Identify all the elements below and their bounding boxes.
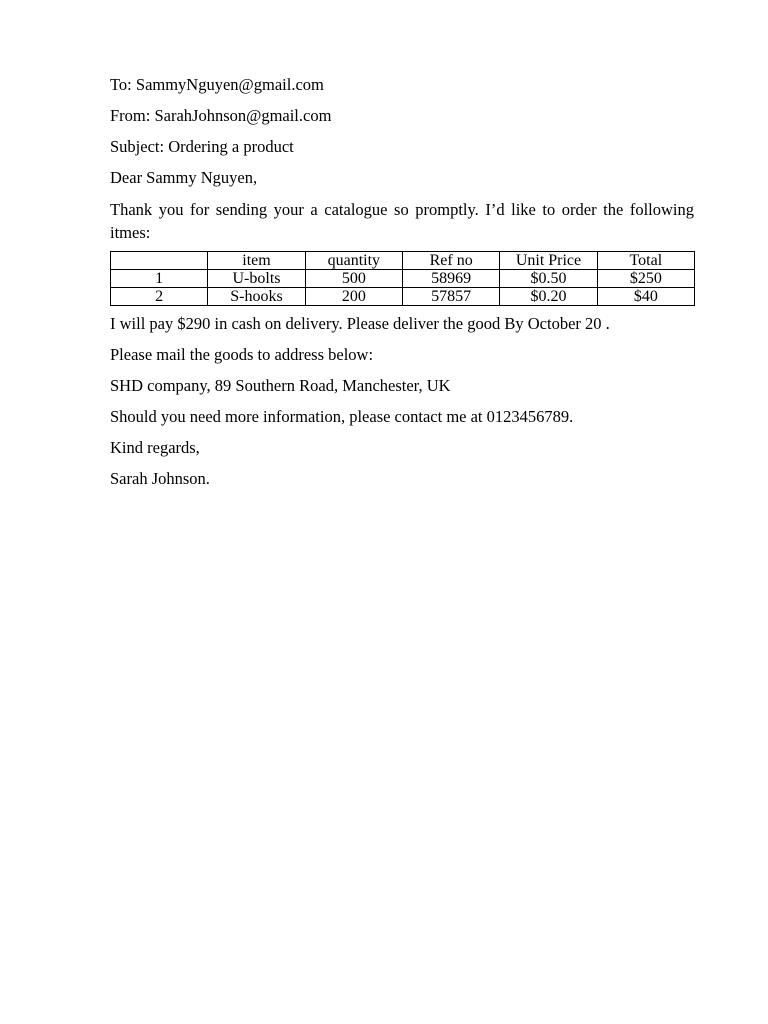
address-line: SHD company, 89 Southern Road, Manchester, UK	[110, 376, 451, 395]
from-line: From: SarahJohnson@gmail.com	[110, 106, 332, 125]
cell-item: S-hooks	[208, 288, 305, 306]
contact-line: Should you need more information, please contact me at 0123456789.	[110, 407, 574, 426]
header-cell-ref-no: Ref no	[402, 252, 499, 270]
intro-paragraph: Thank you for sending your a catalogue so promptly. I’d like to order the following itmes:	[110, 200, 694, 242]
table-header-row	[111, 252, 695, 270]
cell-total: $250	[597, 270, 694, 288]
table-row	[111, 288, 695, 306]
cell-unit-price: $0.20	[500, 288, 597, 306]
table-row	[111, 270, 695, 288]
cell-index: 1	[111, 270, 208, 288]
to-line: To: SammyNguyen@gmail.com	[110, 75, 324, 94]
closing-line: Kind regards,	[110, 438, 200, 457]
header-cell-total: Total	[597, 252, 694, 270]
cell-quantity: 500	[305, 270, 402, 288]
subject-line: Subject: Ordering a product	[110, 137, 294, 156]
cell-ref-no: 58969	[402, 270, 499, 288]
mail-instruction-line: Please mail the goods to address below:	[110, 345, 374, 364]
cell-quantity: 200	[305, 288, 402, 306]
cell-unit-price: $0.50	[500, 270, 597, 288]
letter-document	[110, 74, 694, 499]
greeting: Dear Sammy Nguyen,	[110, 168, 258, 187]
cell-item: U-bolts	[208, 270, 305, 288]
header-cell-index	[111, 252, 208, 270]
order-table	[110, 251, 695, 306]
cell-ref-no: 57857	[402, 288, 499, 306]
header-cell-item: item	[208, 252, 305, 270]
payment-line: I will pay $290 in cash on delivery. Please deliver the good By October 20 .	[110, 314, 610, 333]
signature-line: Sarah Johnson.	[110, 469, 210, 488]
header-cell-quantity: quantity	[305, 252, 402, 270]
cell-index: 2	[111, 288, 208, 306]
header-cell-unit-price: Unit Price	[500, 252, 597, 270]
cell-total: $40	[597, 288, 694, 306]
